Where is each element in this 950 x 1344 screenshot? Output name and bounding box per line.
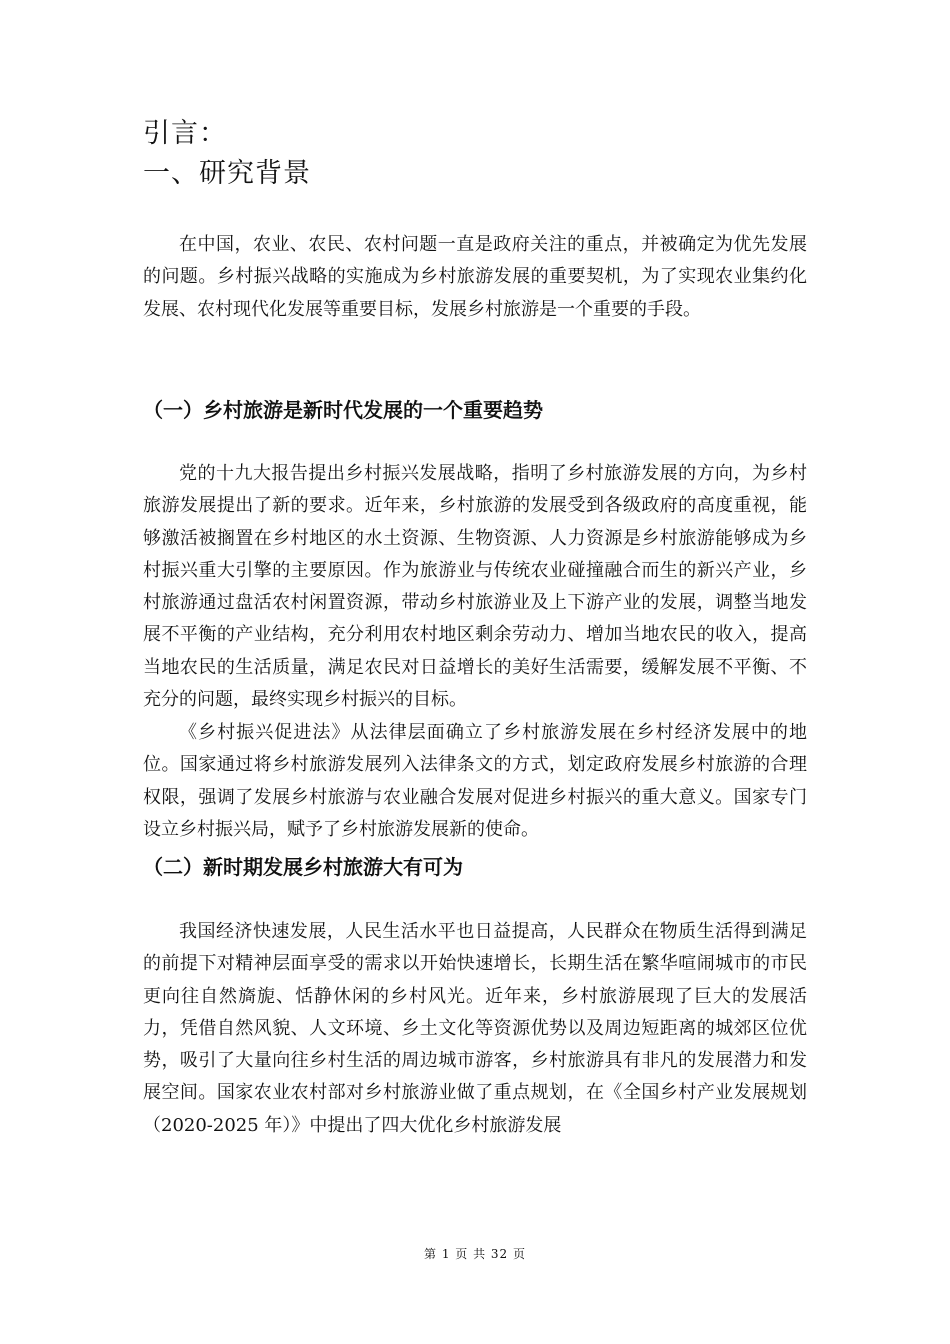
subheading-1: （一）乡村旅游是新时代发展的一个重要趋势 — [143, 398, 543, 422]
page-number-footer: 第 1 页 共 32 页 — [424, 1247, 526, 1261]
paragraph-2: 党的十九大报告提出乡村振兴发展战略，指明了乡村旅游发展的方向，为乡村旅游发展提出了新的要求。近年来，乡村旅游的发展受到各级政府的高度重视，能够激活被搁置在乡村地区的水土资源、生物资源、人力资源是乡村旅游能够成为乡村振兴重大引擎的主要原因。作为旅游业与传统农业碰撞融合而生的新兴产业，乡村旅游通过盘活农村闲置资源，带动乡村旅游业及上下游产业的发展，调整当地发展不平衡的产业结构，充分利用农村地区剩余劳动力、增加当地农民的收入，提高当地农民的生活质量，满足农民对日益增长的美好生活需要，缓解发展不平衡、不充分的问题，最终实现乡村振兴的目标。 — [143, 463, 807, 711]
paragraph-3: 《乡村振兴促进法》从法律层面确立了乡村旅游发展在乡村经济发展中的地位。国家通过将乡村旅游发展列入法律条文的方式，划定政府发展乡村旅游的合理权限，强调了发展乡村旅游与农业融合发展对促进乡村振兴的重大意义。国家专门设立乡村振兴局，赋予了乡村旅游发展新的使命。 — [143, 722, 807, 840]
intro-heading: 引言： — [143, 118, 227, 149]
section-heading: 一、研究背景 — [143, 158, 311, 189]
paragraph-1: 在中国，农业、农民、农村问题一直是政府关注的重点，并被确定为优先发展的问题。乡村振兴战略的实施成为乡村旅游发展的重要契机，为了实现农业集约化发展、农村现代化发展等重要目标，发展乡村旅游是一个重要的手段。 — [143, 234, 807, 320]
paragraph-4: 我国经济快速发展，人民生活水平也日益提高，人民群众在物质生活得到满足的前提下对精神层面享受的需求以开始快速增长，长期生活在繁华喧闹城市的市民更向往自然旖旎、恬静休闲的乡村风光。近年来，乡村旅游展现了巨大的发展活力，凭借自然风貌、人文环境、乡土文化等资源优势以及周边短距离的城郊区位优势，吸引了大量向往乡村生活的周边城市游客，乡村旅游具有非凡的发展潜力和发展空间。国家农业农村部对乡村旅游业做了重点规划，在《全国乡村产业发展规划（2020-2025 年）》中提出了四大优化乡村旅游发展 — [143, 921, 807, 1136]
subheading-2: （二）新时期发展乡村旅游大有可为 — [143, 855, 463, 879]
